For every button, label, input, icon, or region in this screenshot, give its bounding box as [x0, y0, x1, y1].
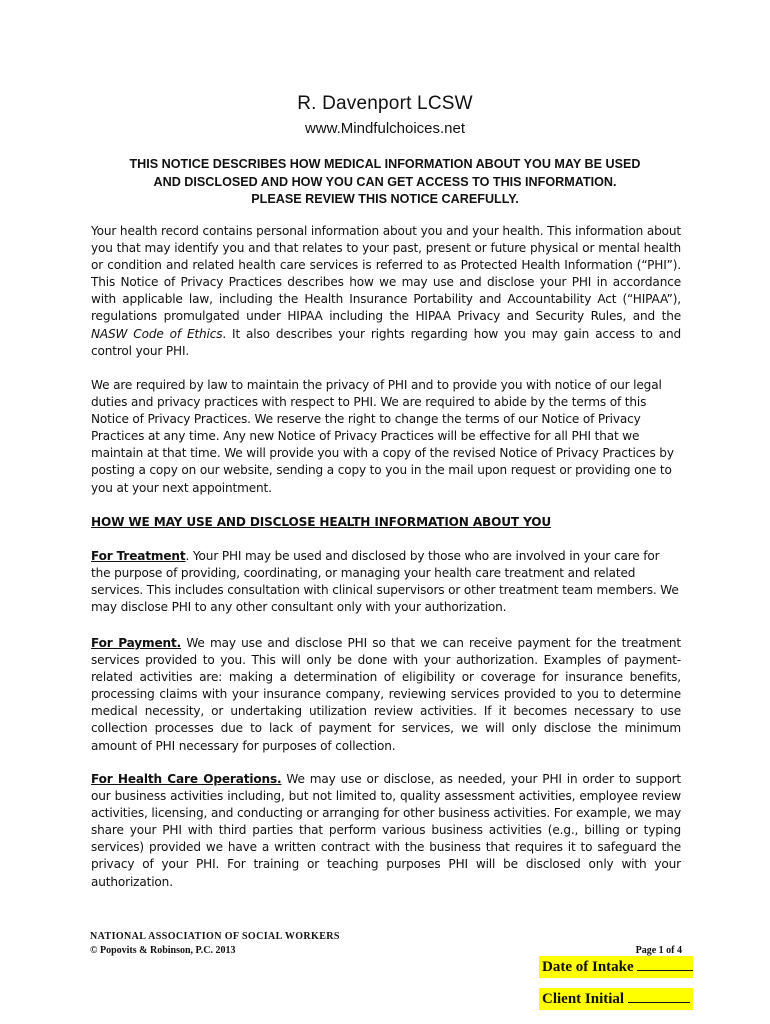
nasw-code-reference: NASW Code of Ethics	[91, 326, 223, 341]
intro-paragraph	[91, 223, 681, 360]
client-initial-blank[interactable]	[628, 1002, 690, 1003]
payment-lead: For Payment.	[91, 636, 182, 650]
date-of-intake-field[interactable]	[539, 956, 693, 978]
notice-heading	[90, 156, 680, 209]
date-of-intake-label: Date of Intake	[542, 959, 634, 975]
client-initial-label: Client Initial	[542, 991, 625, 1007]
operations-paragraph	[91, 771, 681, 891]
section-title: HOW WE MAY USE AND DISCLOSE HEALTH INFORMATION ABOUT YOU	[91, 515, 552, 529]
operations-text: We may use or disclose, as needed, your PHI in order to support our business activities including, but not limited to, quality assessment activities, employee review activities, licensing, and conducting or arranging for other business activities. For example, we may share your PHI with third parties that perform various business activities (e.g., billing or typing services) provided we have a written contract with the business that requires it to safeguard the privacy of your PHI. For training or teaching purposes PHI will be disclosed only with your authorization.	[91, 772, 681, 889]
footer-copyright: © Popovits & Robinson, P.C. 2013	[90, 945, 236, 956]
operations-lead: For Health Care Operations.	[91, 772, 282, 786]
payment-text: We may use and disclose PHI so that we can receive payment for the treatment services provided to you. This will only be done with your authorization. Examples of payment-related activities are: making a determination of eligibility or coverage for insurance benefits, processing claims with your insurance company, reviewing services provided to you to determine medical necessity, or undertaking utilization review activities. If it becomes necessary to use collection processes due to lack of payment for services, we will only disclose the minimum amount of PHI necessary for purposes of collection.	[91, 636, 681, 753]
practitioner-name: R. Davenport LCSW	[297, 93, 473, 114]
notice-heading-line: PLEASE REVIEW THIS NOTICE CAREFULLY.	[251, 192, 519, 206]
treatment-text: . Your PHI may be used and disclosed by those who are involved in your care for the purpose of providing, coordinating, or managing your health care treatment and related services. This includes consultation with clinical supervisors or other treatment team members. We may disclose PHI to any other consultant only with your authorization.	[91, 549, 679, 615]
intro-text-end: . It also describes your rights regarding how you may gain access to and control your PHI.	[91, 326, 681, 358]
website-url: www.Mindfulchoices.net	[304, 120, 466, 137]
payment-paragraph	[91, 635, 681, 755]
notice-heading-line: THIS NOTICE DESCRIBES HOW MEDICAL INFORMATION ABOUT YOU MAY BE USED	[129, 157, 641, 171]
date-of-intake-blank[interactable]	[637, 970, 693, 971]
treatment-paragraph	[91, 548, 681, 616]
footer-organization: NATIONAL ASSOCIATION OF SOCIAL WORKERS	[90, 931, 340, 942]
intro-text: Your health record contains personal information about you and your health. This information about you that may identify you and that relates to your past, present or future physical or mental health or condition and related health care services is referred to as Protected Health Information (“PHI”). This Notice of Privacy Practices describes how we may use and disclose your PHI in accordance with applicable law, including the Health Insurance Portability and Accountability Act (“HIPAA”), regulations promulgated under HIPAA including the HIPAA Privacy and Security Rules, and the	[91, 224, 681, 324]
client-initial-field[interactable]	[539, 988, 693, 1010]
notice-heading-line: AND DISCLOSED AND HOW YOU CAN GET ACCESS TO THIS INFORMATION.	[153, 174, 617, 189]
treatment-lead: For Treatment	[91, 549, 186, 563]
page-number: Page 1 of 4	[635, 945, 682, 956]
privacy-paragraph: We are required by law to maintain the privacy of PHI and to provide you with notice of our legal duties and privacy practices with respect to PHI. We are required to abide by the terms of this Notice of Privacy Practices. We reserve the right to change the terms of our Notice of Privacy Practices at any time. Any new Notice of Privacy Practices will be effective for all PHI that we maintain at that time. We will provide you with a copy of the revised Notice of Privacy Practices by posting a copy on our website, sending a copy to you in the mail upon request or providing one to you at your next appointment.	[91, 378, 674, 495]
